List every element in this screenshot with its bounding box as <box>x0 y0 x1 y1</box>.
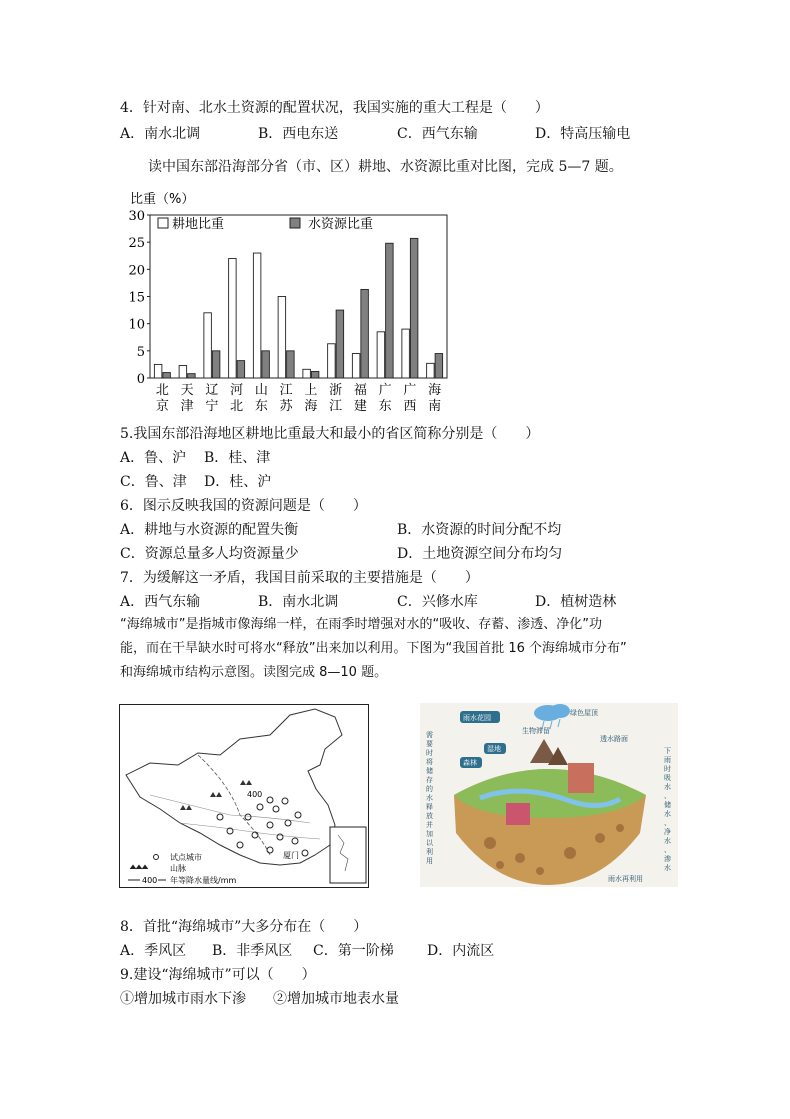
map-legend-mountain: 山脉 <box>170 864 186 873</box>
q5-stem: 5.我国东部沿海地区耕地比重最大和最小的省区简称分别是（ ） <box>120 426 540 442</box>
sponge-left-caption-char: 需 <box>426 731 433 739</box>
sponge-left-caption-char: 要 <box>426 740 433 748</box>
chart-bar-water <box>361 289 369 378</box>
intro-sponge-line-1: “海绵城市”是指城市像海绵一样，在雨季时增强对水的“吸收、存蓄、渗透、净化”功 <box>120 617 602 632</box>
chart-bar-farmland <box>229 258 237 378</box>
chart-xtick-label: 北 <box>155 383 169 398</box>
farmland-water-chart <box>120 190 450 420</box>
sponge-city-diagram <box>420 703 678 887</box>
q8-option-d: D．内流区 <box>427 943 495 959</box>
q5-option-d: D．桂、沪 <box>204 474 272 490</box>
q6-option-d: D．土地资源空间分布均匀 <box>397 546 563 562</box>
q7-option-c: C．兴修水库 <box>397 594 478 610</box>
chart-xtick-label: 河 <box>230 383 244 398</box>
sponge-left-caption-char: 时 <box>426 749 433 757</box>
chart-bar-water <box>212 351 220 378</box>
chart-bar-water <box>386 243 394 378</box>
chart-bar-farmland <box>154 364 162 378</box>
chart-bar-water <box>336 310 344 378</box>
q9-stem: 9.建设“海绵城市”可以（ ） <box>120 967 316 983</box>
sponge-right-caption-char: 下 <box>664 747 671 755</box>
sponge-left-caption-char: 加 <box>426 830 433 838</box>
chart-xtick-label: 广 <box>403 383 417 398</box>
chart-bar-water <box>410 238 418 378</box>
chart-bar-water <box>237 361 245 378</box>
sponge-label-rainwater-reuse: 雨水再利用 <box>608 875 643 883</box>
chart-xtick-label: 辽 <box>205 383 219 398</box>
chart-xtick-label: 南 <box>428 399 442 414</box>
q4-stem: 4．针对南、北水土资源的配置状况，我国实施的重大工程是（ ） <box>120 100 549 116</box>
chart-xtick-label: 津 <box>180 399 194 414</box>
sponge-label-green-roof: 绿色屋顶 <box>570 709 598 717</box>
legend-swatch-farmland <box>158 218 168 228</box>
chart-bar-water <box>287 351 295 378</box>
chart-xtick-label: 东 <box>378 399 392 414</box>
chart-ytick-label: 5 <box>136 344 145 360</box>
chart-xtick-label: 海 <box>304 399 318 414</box>
chart-bar-farmland <box>253 253 261 378</box>
sponge-right-caption-char: 雨 <box>664 756 671 764</box>
sponge-left-caption-char: 储 <box>426 767 433 775</box>
chart-bar-farmland <box>402 329 410 378</box>
chart-bar-water <box>188 374 196 378</box>
sponge-left-caption-char: 将 <box>426 758 433 766</box>
sponge-left-caption-char: 的 <box>426 785 433 793</box>
china-sponge-city-map <box>119 704 369 888</box>
chart-xtick-label: 北 <box>230 399 244 414</box>
q7-option-a: A．西气东输 <box>120 594 201 610</box>
chart-xtick-label: 福 <box>353 383 367 398</box>
sponge-label-rain-garden: 雨水花园 <box>463 714 491 722</box>
sponge-right-caption-char: 、 <box>664 846 671 854</box>
map-legend-city: 试点城市 <box>170 853 202 862</box>
sponge-left-caption-char: 用 <box>426 857 433 865</box>
map-label-xiamen: 厦门 <box>283 851 299 860</box>
sponge-label-wetland: 湿地 <box>487 745 501 753</box>
chart-bar-farmland <box>352 354 360 378</box>
chart-ytick-label: 0 <box>136 372 145 387</box>
intro-sponge-line-2: 能，而在干旱缺水时可将水“释放”出来加以利用。下图为“我国首批 16 个海绵城市分布” <box>120 641 627 656</box>
sponge-left-caption-char: 利 <box>426 848 433 856</box>
sponge-left-caption-char: 释 <box>426 803 433 811</box>
sponge-right-caption-char: 水 <box>664 837 671 845</box>
sponge-label-permeable-road: 透水路面 <box>600 735 628 743</box>
sponge-right-caption-char: 渗 <box>664 855 671 863</box>
chart-xtick-label: 苏 <box>279 399 293 414</box>
chart-bar-water <box>163 373 171 378</box>
legend-label-water: 水资源比重 <box>308 217 374 232</box>
q9-option-2: ②增加城市地表水量 <box>273 991 399 1007</box>
sponge-right-caption-char: 吸 <box>664 774 671 782</box>
q4-option-b: B．西电东送 <box>258 126 339 142</box>
chart-bar-farmland <box>377 332 385 378</box>
sponge-left-caption-char: 以 <box>426 839 433 847</box>
q8-option-a: A．季风区 <box>120 943 187 959</box>
map-label-400: 400 <box>247 790 263 799</box>
chart-ytick-label: 30 <box>128 209 145 224</box>
legend-label-farmland: 耕地比重 <box>172 217 225 232</box>
chart-xtick-label: 山 <box>254 383 268 398</box>
q8-option-c: C．第一阶梯 <box>313 943 394 959</box>
chart-bar-water <box>311 371 319 378</box>
map-legend-isohyet: 年等降水量线/mm <box>170 876 237 885</box>
chart-ytick-label: 20 <box>128 263 145 279</box>
chart-xtick-label: 广 <box>378 383 392 398</box>
intro-chart-text: 读中国东部沿海部分省（市、区）耕地、水资源比重对比图，完成 5—7 题。 <box>148 159 623 175</box>
chart-xtick-label: 江 <box>329 399 343 414</box>
sponge-right-caption-char: 时 <box>664 765 671 773</box>
chart-bar-farmland <box>204 313 212 378</box>
map-legend-400: 400 <box>142 876 158 885</box>
q9-option-1: ①增加城市雨水下渗 <box>120 991 246 1007</box>
sponge-right-caption-char: 水 <box>664 864 671 872</box>
chart-bar-farmland <box>427 363 435 378</box>
sponge-right-caption-char: 、 <box>664 792 671 800</box>
sponge-label-forest: 森林 <box>463 759 477 767</box>
chart-xtick-label: 江 <box>279 383 293 398</box>
chart-ytick-label: 25 <box>128 236 145 252</box>
q5-option-a: A．鲁、沪 <box>120 450 187 466</box>
chart-xtick-label: 西 <box>403 399 417 414</box>
chart-xtick-label: 宁 <box>205 399 219 414</box>
chart-xtick-label: 上 <box>304 383 318 398</box>
q7-option-d: D．植树造林 <box>535 594 617 610</box>
chart-bar-farmland <box>278 297 286 379</box>
q7-stem: 7．为缓解这一矛盾，我国目前采取的主要措施是（ ） <box>120 570 479 586</box>
chart-xtick-label: 东 <box>254 399 268 414</box>
q6-option-b: B．水资源的时间分配不均 <box>397 522 562 538</box>
chart-bar-farmland <box>179 366 187 378</box>
sponge-left-caption-char: 并 <box>426 821 433 829</box>
chart-bar-water <box>435 354 443 378</box>
q8-stem: 8．首批“海绵城市”大多分布在（ ） <box>120 919 368 935</box>
sponge-right-caption-char: 、 <box>664 819 671 827</box>
chart-bar-farmland <box>303 369 311 378</box>
sponge-right-caption-char: 水 <box>664 810 671 818</box>
q6-stem: 6．图示反映我国的资源问题是（ ） <box>120 498 367 514</box>
chart-xtick-label: 京 <box>155 399 169 414</box>
chart-xtick-label: 建 <box>353 399 367 414</box>
sponge-left-caption-char: 水 <box>426 794 433 802</box>
q5-option-b: B．桂、津 <box>204 450 271 466</box>
chart-xtick-label: 浙 <box>329 383 343 398</box>
q5-option-c: C．鲁、津 <box>120 474 187 490</box>
chart-ylabel: 比重（%） <box>130 192 195 207</box>
q6-option-c: C．资源总量多人均资源量少 <box>120 546 299 562</box>
q4-option-d: D．特高压输电 <box>535 126 631 142</box>
sponge-right-caption-char: 净 <box>664 828 671 836</box>
legend-swatch-water <box>290 218 300 228</box>
q4-option-c: C．西气东输 <box>397 126 478 142</box>
sponge-left-caption-char: 存 <box>426 776 433 784</box>
chart-xtick-label: 海 <box>428 383 442 398</box>
intro-sponge-line-3: 和海绵城市结构示意图。读图完成 8—10 题。 <box>120 665 388 680</box>
q7-option-b: B．南水北调 <box>258 594 339 610</box>
sponge-left-caption-char: 放 <box>426 812 433 820</box>
q6-option-a: A．耕地与水资源的配置失衡 <box>120 522 299 538</box>
sponge-label-bioretention: 生物滞留 <box>522 727 550 735</box>
q4-option-a: A．南水北调 <box>120 126 201 142</box>
chart-xtick-label: 天 <box>180 383 194 398</box>
sponge-right-caption-char: 水 <box>664 783 671 791</box>
chart-ytick-label: 10 <box>128 317 145 333</box>
chart-bar-water <box>262 351 270 378</box>
q8-option-b: B．非季风区 <box>212 943 293 959</box>
chart-bar-farmland <box>328 344 336 378</box>
sponge-right-caption-char: 储 <box>664 801 671 809</box>
chart-ytick-label: 15 <box>128 290 145 306</box>
